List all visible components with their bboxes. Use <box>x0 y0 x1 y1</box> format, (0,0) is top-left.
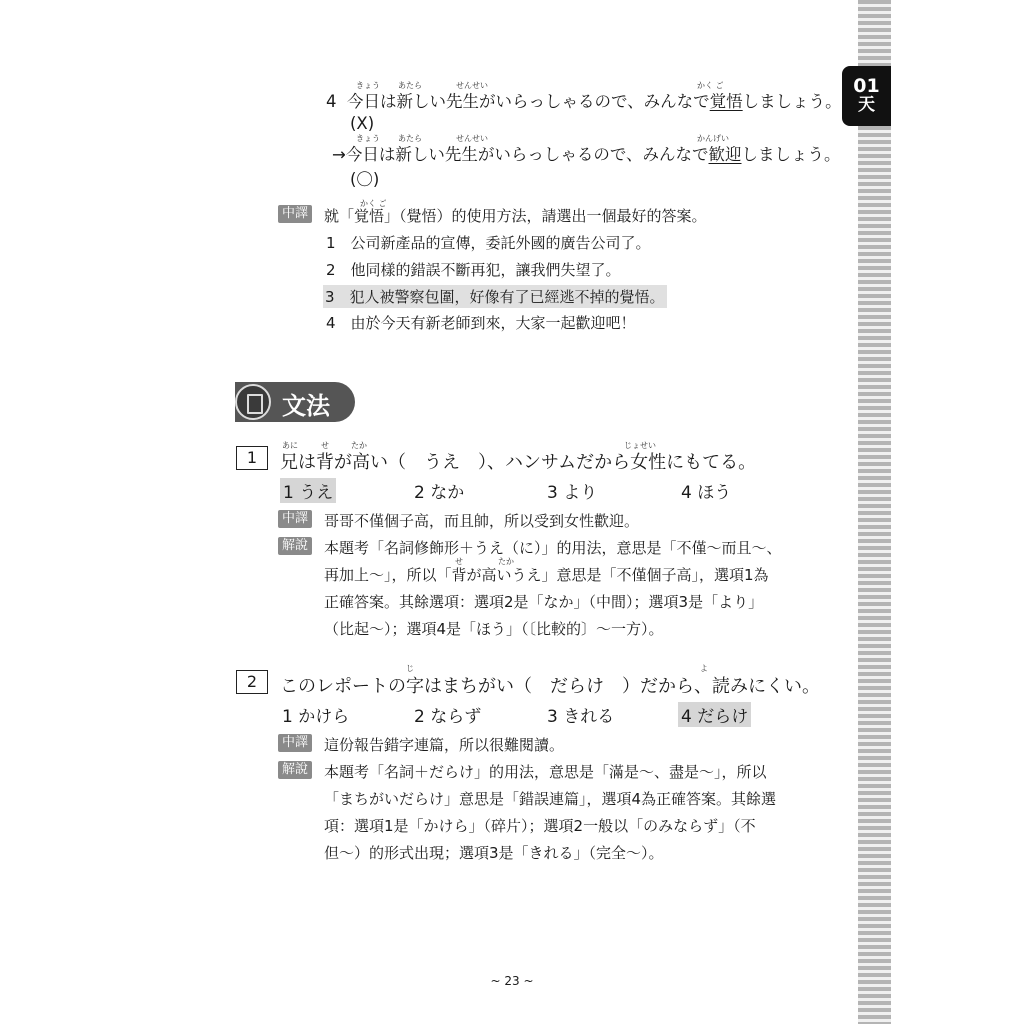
furigana: かんげい <box>697 134 729 143</box>
explanation-tag: 解說 <box>278 537 312 555</box>
explanation-line: 本題考「名詞修飾形＋うえ（に）」的用法，意思是「不僅～而且～、 <box>324 539 782 557</box>
option: 3 きれる <box>547 707 615 727</box>
furigana: かく ご <box>697 81 724 90</box>
list-item: 2 他同樣的錯誤不斷再犯，讓我們失望了。 <box>326 261 621 279</box>
day-number: 01 <box>853 75 880 98</box>
furigana: きょう <box>356 81 380 90</box>
explanation-line: 本題考「名詞＋だらけ」的用法，意思是「滿是～、盡是～」，所以 <box>324 763 767 781</box>
question-sentence: 兄は背が高い（ うえ ）、ハンサムだから女性にもてる。 <box>280 452 757 473</box>
translation-tag: 中譯 <box>278 510 312 528</box>
option-selected: 4 だらけ <box>678 702 751 727</box>
explanation-line: 但～）的形式出現；選項3是「きれる」（完全～）。 <box>324 844 664 862</box>
explanation-tag: 解說 <box>278 761 312 779</box>
correct-sentence: →今日は新しい先生がいらっしゃるので、みんなで歓迎しましょう。 <box>332 145 841 164</box>
furigana: じ <box>406 664 414 673</box>
translation-text: 這份報告錯字連篇，所以很難閱讀。 <box>324 736 565 754</box>
question-sentence: このレポートの字はまちがい（ だらけ ）だから、読みにくい。 <box>280 676 820 697</box>
furigana: かく ご <box>360 199 387 208</box>
underlined-word: 覚悟 <box>709 92 743 111</box>
furigana: せ <box>321 441 329 450</box>
question-number: 2 <box>236 670 268 694</box>
furigana: きょう <box>356 134 380 143</box>
day-tab <box>842 66 891 126</box>
list-item: 1 公司新產品的宣傳，委託外國的廣告公司了。 <box>326 234 651 252</box>
furigana: せ <box>455 557 463 566</box>
correct-flag: (〇) <box>350 170 380 189</box>
option: 1 かけら <box>282 707 350 727</box>
explanation-line: 項：選項1是「かけら」（碎片）；選項2一般以「のみならず」（不 <box>324 817 756 835</box>
translation-tag: 中譯 <box>278 205 312 223</box>
furigana: せんせい <box>456 134 488 143</box>
option: 2 なか <box>414 483 465 503</box>
explanation-line: 「まちがいだらけ」意思是「錯誤連篇」，選項4為正確答案。其餘選 <box>324 790 777 808</box>
option: 3 より <box>547 483 598 503</box>
option: 4 ほう <box>681 483 732 503</box>
list-item-highlighted: 3 犯人被警察包圍，好像有了已經逃不掉的覺悟。 <box>323 285 667 308</box>
explanation-line: 正確答案。其餘選項：選項2是「なか」（中間）；選項3是「より」 <box>324 593 764 611</box>
furigana: たか <box>498 557 514 566</box>
underlined-word: 歓迎 <box>708 145 742 164</box>
option-selected: 1 うえ <box>280 478 336 503</box>
furigana: じょせい <box>624 441 656 450</box>
furigana: よ <box>700 664 708 673</box>
page-number: ~ 23 ~ <box>490 974 534 988</box>
book-icon <box>235 384 271 420</box>
furigana: あたら <box>398 81 422 90</box>
question-number: 1 <box>236 446 268 470</box>
explanation-line: （比起～）；選項4是「ほう」（〔比較的〕～一方）。 <box>324 620 664 638</box>
translation-tag: 中譯 <box>278 734 312 752</box>
furigana: あに <box>282 441 298 450</box>
side-stripe-decoration <box>858 0 891 1024</box>
furigana: せんせい <box>456 81 488 90</box>
furigana: あたら <box>398 134 422 143</box>
wrong-flag: (X) <box>350 114 375 133</box>
translation-prompt: 就「覚悟」（覺悟）的使用方法，請選出一個最好的答案。 <box>324 207 707 225</box>
wrong-sentence: 4 今日は新しい先生がいらっしゃるので、みんなで覚悟しましょう。 <box>326 92 842 111</box>
explanation-line: 再加上～」，所以「背が高いうえ」意思是「不僅個子高」，選項1為 <box>324 566 769 584</box>
translation-text: 哥哥不僅個子高，而且帥，所以受到女性歡迎。 <box>324 512 640 530</box>
day-label: 天 <box>858 95 875 116</box>
list-item: 4 由於今天有新老師到來，大家一起歡迎吧！ <box>326 314 636 332</box>
section-title: 文法 <box>282 391 330 420</box>
furigana: たか <box>351 441 367 450</box>
option: 2 ならず <box>414 707 482 727</box>
